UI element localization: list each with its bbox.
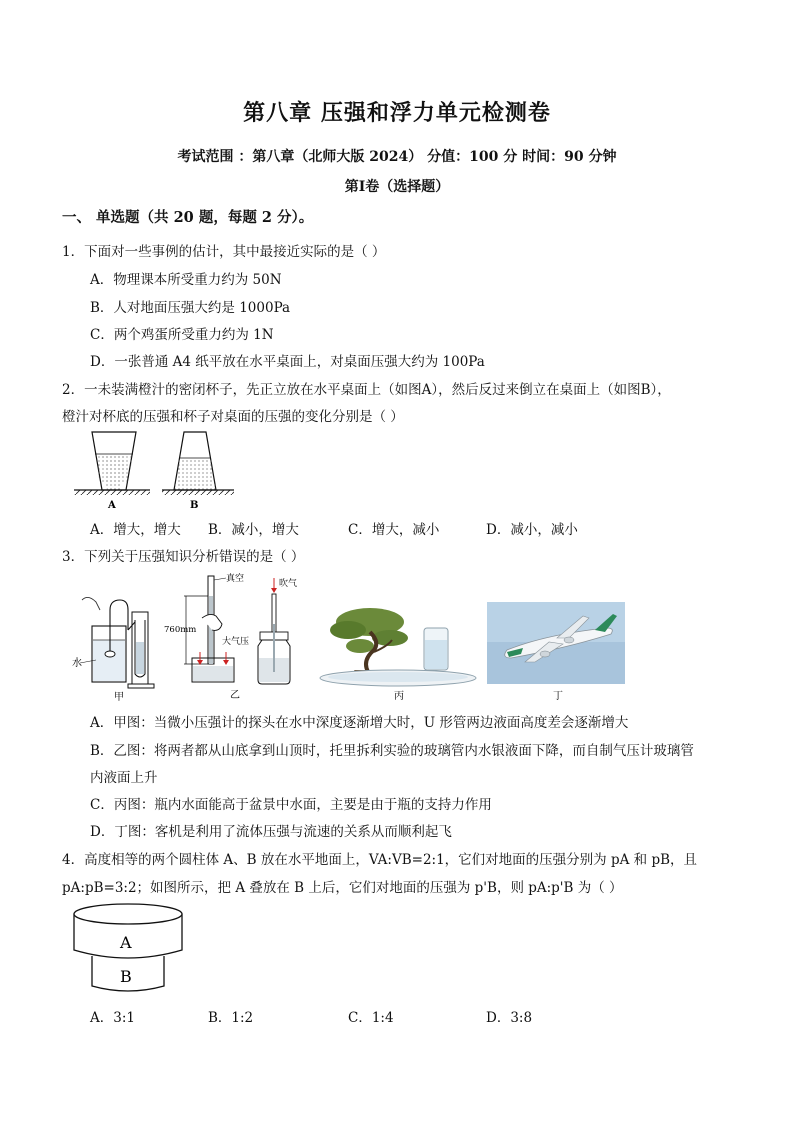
- cup-b-label: B: [190, 500, 199, 511]
- table-a: [74, 490, 150, 495]
- question-2-option-a: A．增大，增大: [90, 522, 181, 538]
- question-4-option-d: D．3:8: [486, 1010, 533, 1026]
- question-3-option-c: C．丙图：瓶内水面能高于盆景中水面，主要是由于瓶的支持力作用: [90, 797, 492, 813]
- cylinder-b-label: B: [120, 967, 132, 986]
- figure-yi-blow-label: 吹气: [279, 579, 298, 589]
- question-4-stem-line1: 4．高度相等的两个圆柱体 A、B 放在水平地面上，VA:VB=2:1，它们对地面的压强分别为 pA 和 pB，且: [62, 852, 698, 868]
- figure-yi-vacuum-label: 真空: [226, 574, 245, 584]
- figure-jia-label: 甲: [114, 692, 124, 702]
- figure-jia-water-label: 水: [72, 658, 82, 669]
- figure-ding-label: 丁: [553, 691, 563, 702]
- cups-figure: [70, 428, 240, 514]
- cylinder-a-label: A: [120, 933, 132, 952]
- question-1-option-a: A．物理课本所受重力约为 50N: [90, 272, 282, 288]
- question-3-option-a: A．甲图：当微小压强计的探头在水中深度逐渐增大时，U 形管两边液面高度差会逐渐增大: [90, 715, 629, 731]
- question-3-option-b-line2: 内液面上升: [90, 770, 158, 786]
- question-4-option-a: A．3:1: [90, 1010, 135, 1026]
- question-2-option-c: C．增大，减小: [348, 522, 440, 538]
- question-3-stem: 3．下列关于压强知识分析错误的是（ ）: [62, 549, 305, 565]
- question-1-option-d: D．一张普通 A4 纸平放在水平桌面上，对桌面压强大约为 100Pa: [90, 354, 485, 370]
- figure-yi-barometers: [164, 572, 314, 702]
- page-title: 第八章 压强和浮力单元检测卷: [243, 100, 551, 126]
- table-b: [162, 490, 234, 495]
- figure-bing-label: 丙: [394, 691, 404, 702]
- question-1-option-b: B．人对地面压强大约是 1000Pa: [90, 300, 291, 316]
- part-heading: 第Ⅰ卷（选择题）: [344, 179, 450, 195]
- cylinder-a: [74, 904, 182, 958]
- question-2-option-d: D．减小，减小: [486, 522, 578, 538]
- question-2-option-b: B．减小，增大: [208, 522, 299, 538]
- question-3-option-d: D．丁图：客机是利用了流体压强与流速的关系从而顺利起飞: [90, 824, 452, 840]
- figure-yi-atm-label: 大气压: [222, 637, 250, 647]
- cup-a-upright: [92, 432, 136, 490]
- figure-yi-height-label: 760mm: [164, 625, 197, 635]
- question-2-stem-line2: 橙汁对杯底的压强和杯子对桌面的压强的变化分别是（ ）: [62, 409, 404, 425]
- question-1-option-c: C．两个鸡蛋所受重力约为 1N: [90, 327, 274, 343]
- question-1-stem: 1．下面对一些事例的估计，其中最接近实际的是（ ）: [62, 244, 386, 260]
- cup-b-inverted: [174, 432, 216, 490]
- figure-bing-bonsai: [318, 600, 478, 702]
- question-3-option-b-line1: B．乙图：将两者都从山底拿到山顶时，托里拆利实验的玻璃管内水银液面下降，而自制气压计玻璃管: [90, 743, 694, 759]
- section-heading: 一、 单选题（共 20 题，每题 2 分）。: [62, 209, 314, 226]
- cylinder-b: [92, 956, 164, 991]
- figure-ding-airplane: [487, 602, 627, 702]
- figure-yi-label: 乙: [230, 690, 240, 701]
- cup-a-label: A: [108, 500, 116, 511]
- question-4-stem-line2: pA:pB=3:2；如图所示，把 A 叠放在 B 上后，它们对地面的压强为 p'B，则 pA:p'B 为（ ）: [62, 880, 623, 896]
- question-4-option-c: C．1:4: [348, 1010, 394, 1026]
- figure-jia-pressure-gauge: [70, 590, 160, 702]
- question-4-option-b: B．1:2: [208, 1010, 254, 1026]
- stacked-cylinders-figure: [70, 900, 186, 996]
- exam-info: 考试范围 ：第八章（北师大版 2024） 分值：100 分 时间：90 分钟: [177, 149, 617, 165]
- question-2-stem-line1: 2．一未装满橙汁的密闭杯子，先正立放在水平桌面上（如图A），然后反过来倒立在桌面上（如图B），: [62, 382, 671, 398]
